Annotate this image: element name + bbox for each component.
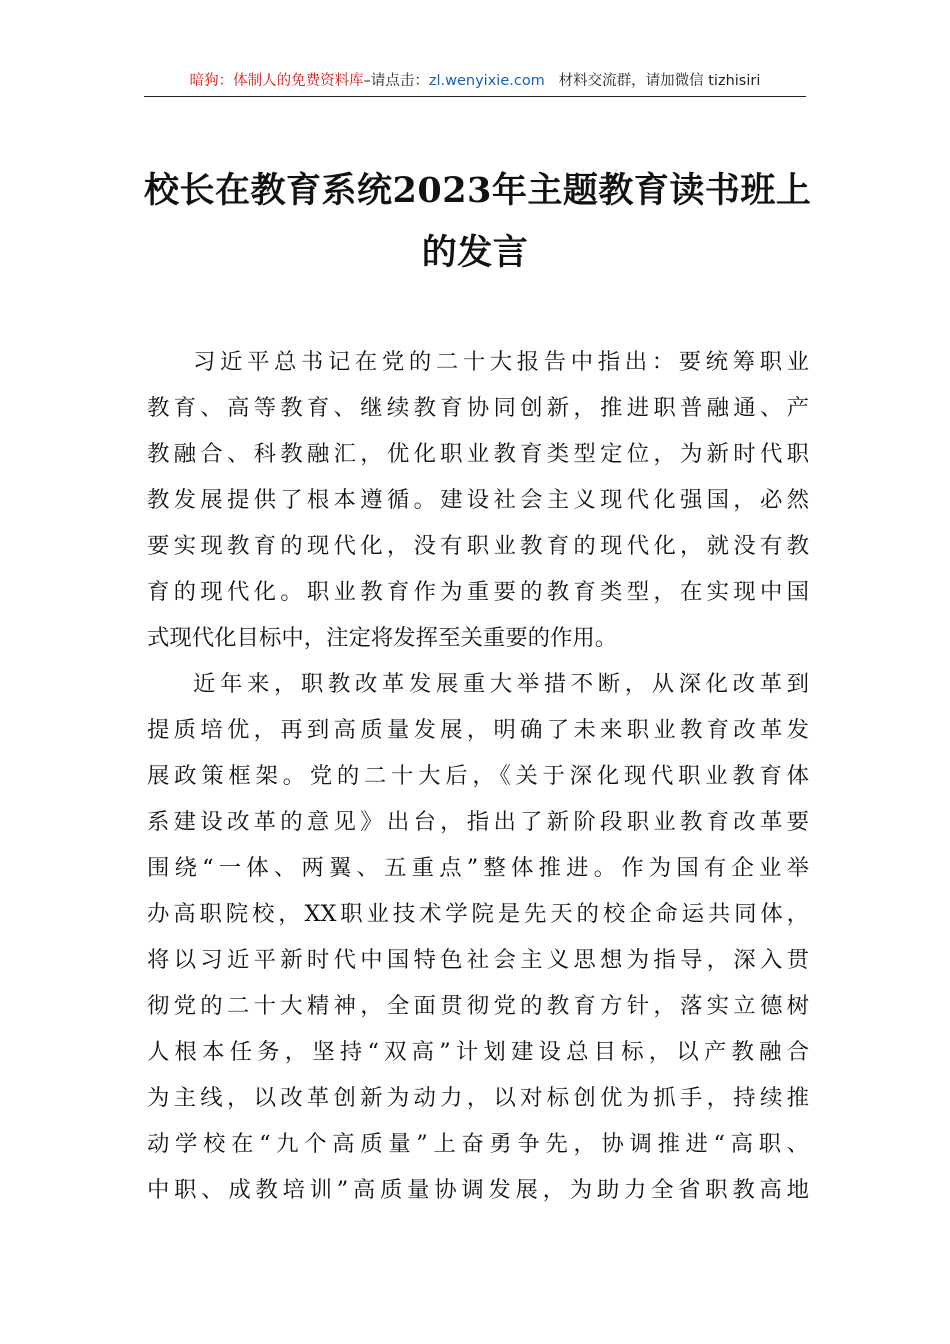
paragraph-1-line: 习近平总书记在党的二十大报告中指出：要统筹职业 <box>193 349 809 375</box>
paragraph-1-line: 教融合、科教融汇，优化职业教育类型定位，为新时代职 <box>147 441 809 467</box>
header-click-prompt: –请点击： <box>363 73 429 89</box>
paragraph-2-line: 为主线，以改革创新为动力，以对标创优为抓手，持续推 <box>147 1085 809 1111</box>
paragraph-2-line: 提质培优，再到高质量发展，明确了未来职业教育改革发 <box>147 717 809 743</box>
paragraph-2-line: 围绕“一体、两翼、五重点”整体推进。作为国有企业举 <box>147 855 809 881</box>
title-line-1: 校长在教育系统2023年主题教育读书班上 <box>144 170 812 211</box>
title-line-2: 的发言 <box>421 232 529 273</box>
paragraph-2-line: 将以习近平新时代中国特色社会主义思想为指导，深入贯 <box>147 947 809 973</box>
header-wechat-note: 材料交流群，请加微信 tizhisiri <box>558 73 761 89</box>
paragraph-2-line: 中职、成教培训”高质量协调发展，为助力全省职教高地 <box>147 1177 809 1203</box>
paragraph-2-line: 办高职院校，XX职业技术学院是先天的校企命运共同体， <box>147 901 809 927</box>
paragraph-1-line: 育的现代化。职业教育作为重要的教育类型，在实现中国 <box>147 579 809 605</box>
page-header <box>144 70 806 97</box>
paragraph-2-line: 彻党的二十大精神，全面贯彻党的教育方针，落实立德树 <box>147 993 809 1019</box>
document-body <box>147 339 809 1213</box>
paragraph-2-line: 近年来，职教改革发展重大举措不断，从深化改革到 <box>193 671 809 697</box>
paragraph-1-last-line: 式现代化目标中，注定将发挥至关重要的作用。 <box>147 625 618 651</box>
paragraph-1-line: 要实现教育的现代化，没有职业教育的现代化，就没有教 <box>147 533 809 559</box>
document-title <box>144 160 812 284</box>
paragraph-1-line: 教发展提供了根本遵循。建设社会主义现代化强国，必然 <box>147 487 809 513</box>
paragraph-2-line: 展政策框架。党的二十大后，《关于深化现代职业教育体 <box>147 763 809 789</box>
paragraph-2-line: 人根本任务，坚持“双高”计划建设总目标，以产教融合 <box>147 1039 809 1065</box>
paragraph-2-line: 动学校在“九个高质量”上奋勇争先，协调推进“高职、 <box>147 1131 809 1157</box>
header-link[interactable]: zl.wenyixie.com <box>428 73 545 89</box>
paragraph-1-line: 教育、高等教育、继续教育协同创新，推进职普融通、产 <box>147 395 809 421</box>
paragraph-2-line: 系建设改革的意见》出台，指出了新阶段职业教育改革要 <box>147 809 809 835</box>
header-site-name: 暗狗：体制人的免费资料库 <box>189 73 364 89</box>
